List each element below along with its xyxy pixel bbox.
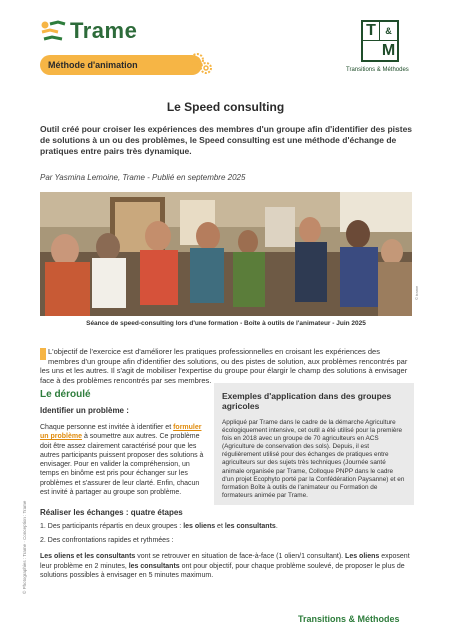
page-title: Le Speed consulting [166,100,285,114]
section-title-deroule: Le déroulé [40,389,91,400]
identify-problem-paragraph [40,423,210,497]
gears-icon [188,50,214,76]
step-1-and: et [215,523,225,530]
exchanges-title: Réaliser les échanges : quatre étapes [40,508,183,517]
examples-box [214,383,414,505]
photo-credit: © trame [414,285,419,300]
step-1-end: . [275,523,278,530]
tm-logo-t: T [363,22,380,41]
footer-brand: Transitions & Méthodes [298,614,400,624]
examples-text: Appliqué par Trame dans le cadre de la démarche Agriculture écologiquement intensive, cet outil a été utilisé pour la première fois en 2018 avec un groupe de 70 agriculteurs en ACS (Agriculture de conservation des sols). Depuis, il est régulièrement utilisé pour des échanges de pratiques entre agriculteurs sur des sujets très techniques (Journée santé animale organisée par Trame, Colloque PNPP dans le cadre d'un projet Ecophyto porté par la Confédération Paysanne) et en formation Boîte à outils de l'animateur ou Formation de formateurs animée par Trame. [222,419,405,499]
step-1-oliens: les oliens [183,523,216,530]
objective-text: L'objectif de l'exercice est d'améliorer les pratiques professionnelles en croisant les expériences des membres d'un groupe afin d'identifier des solutions, ou des pistes de solution, aux problèmes rencontrés par les uns et les autres. Il s'agit de mobiliser l'expertise du groupe pour élargir le champ des solutions à envisager face à des problèmes rencontrés par ses membres. [40,347,408,385]
brand-name: Trame [70,18,138,43]
side-credit: © Photographies : Trame · Conception : Trame [22,500,27,594]
workshop-photo [40,192,412,316]
tm-logo-m: M [381,41,396,59]
identify-text-start: Chaque personne est invitée à identifier et [40,424,174,431]
final-text-2: exposent leur problème en 2 minutes, [40,553,410,570]
step-1-text: 1. Des participants répartis en deux groupes : [40,523,184,530]
identify-problem-title: Identifier un problème : [40,406,129,415]
final-text-3: ont pour objectif, pour chaque problème soulevé, de proposer le plus de solutions possibles à envisager en 5 minutes maximum. [40,562,405,579]
examples-title: Exemples d'application dans des groupes agricoles [222,391,392,411]
formulate-problem-link[interactable]: formuler un problème [40,424,202,441]
objective-paragraph [40,347,412,385]
final-bold-2: Les oliens [345,553,380,560]
photo-caption: Séance de speed-consulting lors d'une formation - Boîte à outils de l'animateur - Juin 2025 [86,320,366,327]
step-1-consultants: les consultants [224,523,276,530]
final-bold-3: les consultants [128,562,180,570]
category-banner [40,55,202,75]
tm-logo-amp: & [380,22,397,41]
category-label: Méthode d'animation [48,60,138,70]
step-2: 2. Des confrontations rapides et rythmées : [40,537,174,544]
trame-logo [40,18,137,44]
trame-logo-icon [40,20,66,42]
tm-logo [361,20,399,62]
byline: Par Yasmina Lemoine, Trame - Publié en septembre 2025 [40,173,246,182]
dropcap-marker [40,348,46,360]
confrontation-paragraph [40,552,412,581]
identify-text-end: à soumettre aux autres. Ce problème doit être assez clairement caractérisé pour que les autres participants puissent proposer des solutions à envisager. Pour en valider la compréhension, un temps en binôme est pris pour échanger sur les problèmes et s'assurer de leur clarté. Enfin, chacun est invité à partager au groupe son problème. [40,433,204,497]
final-bold-1: Les oliens et les consultants [40,553,136,560]
tm-logo-caption: Transitions & Méthodes [346,67,409,73]
final-text-1: vont se retrouver en situation de face-à-face (1 olien/1 consultant). [135,553,346,560]
intro-paragraph: Outil créé pour croiser les expériences des membres d'un groupe afin d'identifier des pistes de solutions à un ou des problèmes, le Speed consulting est une méthode d'échange de pratiques entre pairs très dynamique. [40,124,413,156]
step-1 [40,523,278,530]
